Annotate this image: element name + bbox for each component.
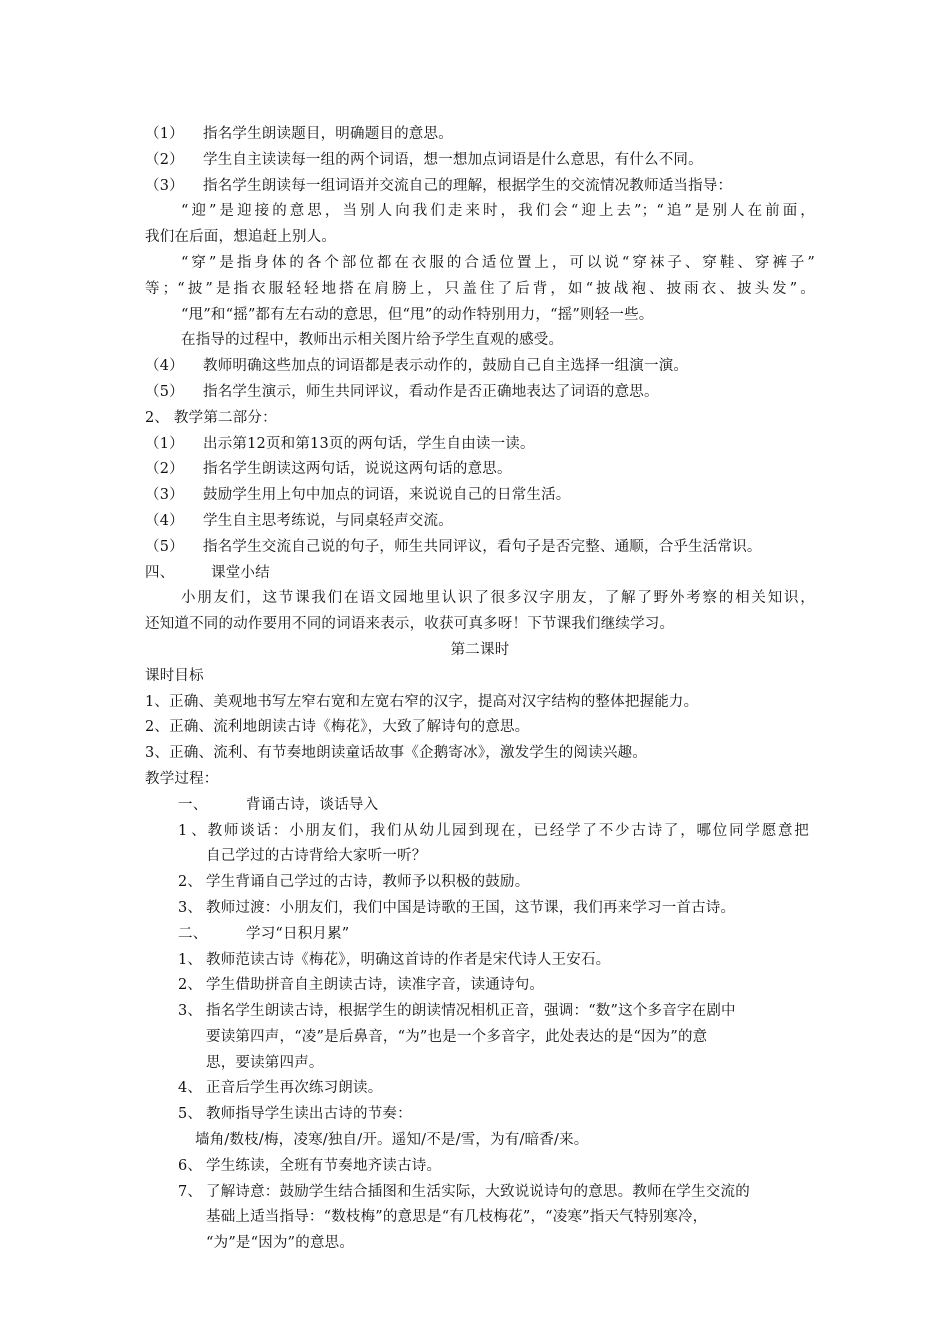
paragraph-step-4 bbox=[145, 354, 815, 380]
step-number: （5） bbox=[145, 383, 184, 400]
item-a1-line1 bbox=[145, 819, 815, 845]
item-b3-line2: 要读第四声，“凌”是后鼻音，“为”也是一个多音字，此处表达的是“因为”的意 bbox=[206, 1028, 708, 1045]
process-heading: 教学过程： bbox=[145, 770, 219, 787]
section-number: 一、 bbox=[178, 796, 208, 813]
summary-line2: 还知道不同的动作要用不同的词语来表示，收获可真多呀！下节课我们继续学习。 bbox=[145, 616, 675, 633]
section-number: 二、 bbox=[178, 925, 208, 942]
item-b7-line3: “为”是“因为”的意思。 bbox=[206, 1235, 355, 1252]
item-number: 3、 bbox=[178, 1003, 203, 1020]
goals-heading: 课时目标 bbox=[145, 667, 204, 684]
item-number: 6、 bbox=[178, 1157, 203, 1174]
item-b7-line2: 基础上适当指导：“数枝梅”的意思是“有几枝梅花”，“凌寒”指天气特别寒冷， bbox=[206, 1209, 708, 1226]
item-number: 3、 bbox=[178, 899, 203, 916]
item-number: 2、 bbox=[178, 977, 203, 994]
item-number: 1、 bbox=[178, 822, 206, 839]
paragraph-step-1 bbox=[145, 122, 815, 148]
step-number: （5） bbox=[145, 538, 184, 555]
item-text: 正音后学生再次练习朗读。 bbox=[206, 1080, 383, 1097]
step-number: （2） bbox=[145, 151, 184, 168]
item-text: 教师过渡：小朋友们，我们中国是诗歌的王国，这节课，我们再来学习一首古诗。 bbox=[206, 899, 736, 916]
explanation-chuan-line2: 等；“披”是指衣服轻轻地搭在肩膀上，只盖住了后背，如“披战袍、披雨衣、披头发”。 bbox=[145, 280, 815, 297]
step-number: （4） bbox=[145, 512, 184, 529]
section-heading-summary bbox=[145, 561, 815, 587]
item-b6 bbox=[145, 1154, 815, 1180]
step-text: 鼓励学生用上句中加点的词语，来说说自己的日常生活。 bbox=[203, 487, 571, 504]
item-b2 bbox=[145, 973, 815, 999]
part2-step-1 bbox=[145, 432, 815, 458]
part2-step-5 bbox=[145, 535, 815, 561]
item-b7-line1 bbox=[145, 1180, 815, 1206]
item-text: 教师谈话：小朋友们，我们从幼儿园到现在，已经学了不少古诗了，哪位同学愿意把 bbox=[206, 822, 809, 839]
item-b5 bbox=[145, 1102, 815, 1128]
item-number: 5、 bbox=[178, 1106, 203, 1123]
section-title: 背诵古诗，谈话导入 bbox=[246, 796, 379, 813]
item-b1 bbox=[145, 948, 815, 974]
step-text: 出示第12页和第13页的两句话，学生自由读一读。 bbox=[203, 435, 535, 452]
item-text: 教师指导学生读出古诗的节奏： bbox=[206, 1106, 412, 1123]
explanation-chuan-line1: “穿”是指身体的各个部位都在衣服的合适位置上，可以说“穿袜子、穿鞋、穿裤子” bbox=[181, 254, 815, 271]
section-number: 四、 bbox=[145, 564, 175, 581]
step-number: （3） bbox=[145, 177, 184, 194]
item-b3-line1 bbox=[145, 999, 815, 1025]
item-number: 2、 bbox=[178, 874, 203, 891]
item-b3-line3: 思，要读第四声。 bbox=[206, 1054, 324, 1071]
step-text: 指名学生朗读每一组词语并交流自己的理解，根据学生的交流情况教师适当指导： bbox=[203, 177, 733, 194]
item-text: 学生背诵自己学过的古诗，教师予以积极的鼓励。 bbox=[206, 874, 530, 891]
paragraph-step-5 bbox=[145, 380, 815, 406]
step-text: 指名学生朗读题目，明确题目的意思。 bbox=[203, 126, 453, 142]
step-text: 指名学生演示，师生共同评议，看动作是否正确地表达了词语的意思。 bbox=[203, 383, 659, 400]
item-b4 bbox=[145, 1076, 815, 1102]
step-number: （1） bbox=[145, 126, 184, 142]
lesson-title: 第二课时 bbox=[450, 641, 510, 658]
section-part-2: 2、 教学第二部分： bbox=[145, 409, 277, 426]
item-text: 指名学生朗读古诗，根据学生的朗读情况相机正音，强调：“数”这个多音字在剧中 bbox=[206, 1003, 736, 1020]
item-a1-line2: 自己学过的古诗背给大家听一听？ bbox=[206, 848, 427, 865]
explanation-shuai: “甩”和“摇”都有左右动的意思，但“甩”的动作特别用力，“摇”则轻一些。 bbox=[181, 306, 654, 323]
poem-rhythm: 墙角/数枝/梅，凌寒/独自/开。遥知/不是/雪，为有/暗香/来。 bbox=[195, 1132, 589, 1149]
step-text: 学生自主读读每一组的两个词语，想一想加点词语是什么意思，有什么不同。 bbox=[203, 151, 703, 168]
step-text: 指名学生交流自己说的句子，师生共同评议，看句子是否完整、通顺，合乎生活常识。 bbox=[203, 538, 762, 555]
section-title: 学习“日积月累” bbox=[246, 925, 350, 942]
step-number: （1） bbox=[145, 435, 184, 452]
goal-2: 2、正确、流利地朗读古诗《梅花》，大致了解诗句的意思。 bbox=[145, 719, 530, 736]
step-text: 指名学生朗读这两句话，说说这两句话的意思。 bbox=[203, 461, 512, 478]
part2-step-4 bbox=[145, 509, 815, 535]
item-number: 1、 bbox=[178, 951, 203, 968]
part2-step-3 bbox=[145, 483, 815, 509]
section-title: 课堂小结 bbox=[211, 564, 270, 581]
item-text: 学生练读，全班有节奏地齐读古诗。 bbox=[206, 1157, 442, 1174]
guidance-note: 在指导的过程中，教师出示相关图片给予学生直观的感受。 bbox=[181, 332, 564, 349]
part2-step-2 bbox=[145, 457, 815, 483]
item-number: 7、 bbox=[178, 1183, 203, 1200]
summary-line1: 小朋友们，这节课我们在语文园地里认识了很多汉字朋友，了解了野外考察的相关知识， bbox=[181, 590, 815, 607]
paragraph-step-2 bbox=[145, 148, 815, 174]
goal-3: 3、正确、流利、有节奏地朗读童话故事《企鹅寄冰》，激发学生的阅读兴趣。 bbox=[145, 745, 647, 762]
document-page bbox=[145, 122, 815, 1257]
step-number: （4） bbox=[145, 358, 184, 375]
item-text: 教师范读古诗《梅花》，明确这首诗的作者是宋代诗人王安石。 bbox=[206, 951, 611, 968]
step-number: （3） bbox=[145, 487, 184, 504]
item-a3 bbox=[145, 896, 815, 922]
step-number: （2） bbox=[145, 461, 184, 478]
item-text: 学生借助拼音自主朗读古诗，读准字音，读通诗句。 bbox=[206, 977, 545, 994]
step-text: 教师明确这些加点的词语都是表示动作的，鼓励自己自主选择一组演一演。 bbox=[203, 358, 689, 375]
item-a2 bbox=[145, 870, 815, 896]
section-heading-2 bbox=[145, 922, 815, 948]
section-heading-1 bbox=[145, 793, 815, 819]
step-text: 学生自主思考练说，与同桌轻声交流。 bbox=[203, 512, 453, 529]
explanation-ying-line2: 我们在后面，想追赶上别人。 bbox=[145, 229, 337, 246]
explanation-ying-line1: “迎”是迎接的意思，当别人向我们走来时，我们会“迎上去”；“追”是别人在前面， bbox=[181, 203, 815, 220]
item-text: 了解诗意：鼓励学生结合插图和生活实际，大致说说诗句的意思。教师在学生交流的 bbox=[206, 1183, 750, 1200]
paragraph-step-3 bbox=[145, 174, 815, 200]
item-number: 4、 bbox=[178, 1080, 203, 1097]
goal-1: 1、正确、美观地书写左窄右宽和左宽右窄的汉字，提高对汉字结构的整体把握能力。 bbox=[145, 693, 699, 710]
